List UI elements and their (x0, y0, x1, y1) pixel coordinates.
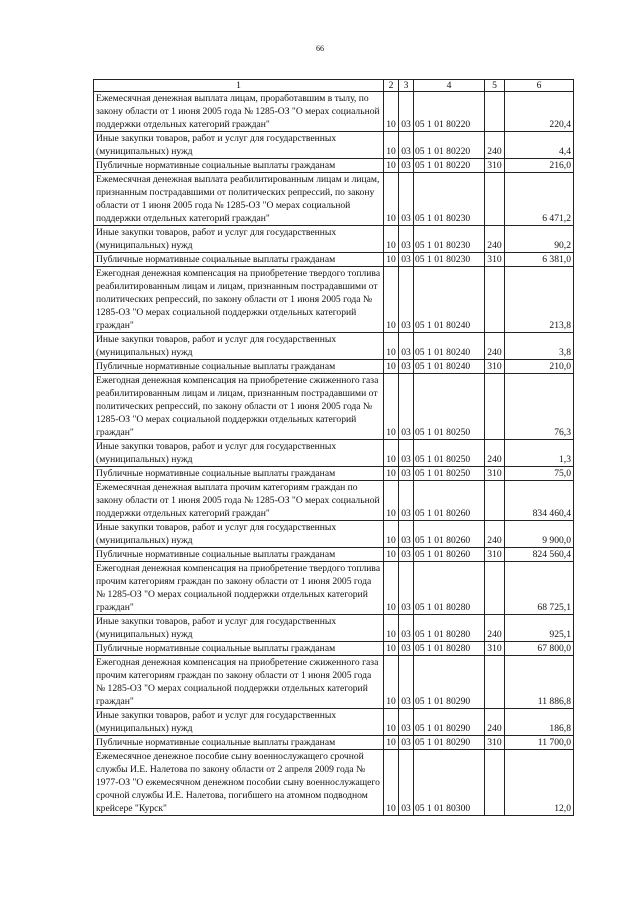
section-code: 10 (384, 736, 399, 750)
subsection-code: 03 (399, 481, 414, 521)
subsection-code: 03 (399, 374, 414, 440)
subsection-code: 03 (399, 333, 414, 360)
section-code: 10 (384, 750, 399, 816)
table-row (94, 467, 574, 481)
amount: 4,4 (505, 132, 574, 159)
row-description: Публичные нормативные социальные выплаты гражданам (94, 360, 384, 374)
amount: 6 471,2 (505, 173, 574, 226)
section-code: 10 (384, 360, 399, 374)
expense-type-code (485, 481, 505, 521)
expense-type-code: 240 (485, 709, 505, 736)
target-article-code: 05 1 01 80260 (414, 521, 485, 548)
section-code: 10 (384, 467, 399, 481)
row-description: Публичные нормативные социальные выплаты гражданам (94, 548, 384, 562)
section-code: 10 (384, 481, 399, 521)
section-code: 10 (384, 440, 399, 467)
row-description: Публичные нормативные социальные выплаты гражданам (94, 159, 384, 173)
table-row (94, 481, 574, 521)
row-description: Иные закупки товаров, работ и услуг для государственных (муниципальных) нужд (94, 440, 384, 467)
expense-type-code: 310 (485, 467, 505, 481)
subsection-code: 03 (399, 736, 414, 750)
table-row (94, 253, 574, 267)
subsection-code: 03 (399, 440, 414, 467)
table-row (94, 656, 574, 709)
expense-type-code: 240 (485, 132, 505, 159)
column-header: 6 (505, 80, 574, 92)
table-row (94, 548, 574, 562)
expense-type-code: 310 (485, 548, 505, 562)
table-row (94, 736, 574, 750)
section-code: 10 (384, 656, 399, 709)
table-row (94, 267, 574, 333)
table-header-row (94, 80, 574, 92)
subsection-code: 03 (399, 360, 414, 374)
target-article-code: 05 1 01 80230 (414, 173, 485, 226)
section-code: 10 (384, 159, 399, 173)
subsection-code: 03 (399, 467, 414, 481)
table-row (94, 562, 574, 615)
row-description: Иные закупки товаров, работ и услуг для государственных (муниципальных) нужд (94, 709, 384, 736)
table-row (94, 750, 574, 816)
table-row (94, 333, 574, 360)
amount: 824 560,4 (505, 548, 574, 562)
subsection-code: 03 (399, 132, 414, 159)
amount: 11 886,8 (505, 656, 574, 709)
expense-type-code (485, 267, 505, 333)
target-article-code: 05 1 01 80230 (414, 253, 485, 267)
section-code: 10 (384, 226, 399, 253)
amount: 67 800,0 (505, 642, 574, 656)
row-description: Ежемесячная денежная выплата реабилитированным лицам и лицам, признанным пострадавшими от политических репрессий, по закону области от 1 июня 2005 года № 1285-ОЗ "О мерах социальной поддержки отдельных категорий граждан" (94, 173, 384, 226)
amount: 186,8 (505, 709, 574, 736)
target-article-code: 05 1 01 80300 (414, 750, 485, 816)
target-article-code: 05 1 01 80250 (414, 374, 485, 440)
subsection-code: 03 (399, 750, 414, 816)
amount: 11 700,0 (505, 736, 574, 750)
budget-table (93, 79, 574, 816)
section-code: 10 (384, 92, 399, 132)
section-code: 10 (384, 548, 399, 562)
target-article-code: 05 1 01 80250 (414, 467, 485, 481)
row-description: Публичные нормативные социальные выплаты гражданам (94, 642, 384, 656)
expense-type-code: 240 (485, 521, 505, 548)
column-header: 2 (384, 80, 399, 92)
expense-type-code: 310 (485, 159, 505, 173)
row-description: Ежемесячная денежная выплата прочим категориям граждан по закону области от 1 июня 2005 года № 1285-ОЗ "О мерах социальной поддержки отдельных категорий граждан" (94, 481, 384, 521)
target-article-code: 05 1 01 80240 (414, 267, 485, 333)
row-description: Иные закупки товаров, работ и услуг для государственных (муниципальных) нужд (94, 333, 384, 360)
row-description: Ежемесячная денежная выплата лицам, проработавшим в тылу, по закону области от 1 июня 2005 года № 1285-ОЗ "О мерах социальной поддержки отдельных категорий граждан" (94, 92, 384, 132)
section-code: 10 (384, 267, 399, 333)
target-article-code: 05 1 01 80280 (414, 615, 485, 642)
section-code: 10 (384, 132, 399, 159)
expense-type-code (485, 92, 505, 132)
subsection-code: 03 (399, 548, 414, 562)
expense-type-code (485, 750, 505, 816)
row-description: Иные закупки товаров, работ и услуг для государственных (муниципальных) нужд (94, 226, 384, 253)
subsection-code: 03 (399, 267, 414, 333)
column-header: 1 (94, 80, 384, 92)
subsection-code: 03 (399, 615, 414, 642)
expense-type-code: 310 (485, 642, 505, 656)
target-article-code: 05 1 01 80290 (414, 656, 485, 709)
target-article-code: 05 1 01 80250 (414, 440, 485, 467)
amount: 1,3 (505, 440, 574, 467)
table-row (94, 360, 574, 374)
row-description: Ежегодная денежная компенсация на приобретение сжиженного газа прочим категориям граждан по закону области от 1 июня 2005 года № 1285-ОЗ "О мерах социальной поддержки отдельных категорий граждан" (94, 656, 384, 709)
expense-type-code: 240 (485, 333, 505, 360)
row-description: Иные закупки товаров, работ и услуг для государственных (муниципальных) нужд (94, 615, 384, 642)
table-row (94, 226, 574, 253)
expense-type-code: 310 (485, 360, 505, 374)
column-header: 3 (399, 80, 414, 92)
table-row (94, 159, 574, 173)
section-code: 10 (384, 642, 399, 656)
section-code: 10 (384, 709, 399, 736)
table-row (94, 132, 574, 159)
table-row (94, 173, 574, 226)
row-description: Ежегодная денежная компенсация на приобретение твердого топлива прочим категориям граждан по закону области от 1 июня 2005 года № 1285-ОЗ "О мерах социальной поддержки отдельных категорий граждан" (94, 562, 384, 615)
amount: 216,0 (505, 159, 574, 173)
table-row (94, 642, 574, 656)
column-header: 4 (414, 80, 485, 92)
subsection-code: 03 (399, 253, 414, 267)
subsection-code: 03 (399, 642, 414, 656)
target-article-code: 05 1 01 80220 (414, 132, 485, 159)
amount: 90,2 (505, 226, 574, 253)
amount: 12,0 (505, 750, 574, 816)
target-article-code: 05 1 01 80220 (414, 92, 485, 132)
subsection-code: 03 (399, 226, 414, 253)
amount: 925,1 (505, 615, 574, 642)
row-description: Ежегодная денежная компенсация на приобретение твердого топлива реабилитированным лицам и лицам, признанным пострадавшими от политических репрессий, по закону области от 1 июня 2005 года № 1285-ОЗ "О мерах социальной поддержки отдельных категорий граждан" (94, 267, 384, 333)
section-code: 10 (384, 333, 399, 360)
amount: 210,0 (505, 360, 574, 374)
target-article-code: 05 1 01 80260 (414, 481, 485, 521)
target-article-code: 05 1 01 80220 (414, 159, 485, 173)
target-article-code: 05 1 01 80280 (414, 642, 485, 656)
section-code: 10 (384, 521, 399, 548)
amount: 6 381,0 (505, 253, 574, 267)
target-article-code: 05 1 01 80290 (414, 709, 485, 736)
column-header: 5 (485, 80, 505, 92)
row-description: Иные закупки товаров, работ и услуг для государственных (муниципальных) нужд (94, 132, 384, 159)
target-article-code: 05 1 01 80240 (414, 360, 485, 374)
target-article-code: 05 1 01 80290 (414, 736, 485, 750)
table-row (94, 709, 574, 736)
row-description: Ежемесячное денежное пособие сыну военнослужащего срочной службы И.Е. Налетова по закону области от 2 апреля 2009 года № 1977-ОЗ "О ежемесячном денежном пособии сыну военнослужащего срочной службы И.Е. Налетова, погибшего на атомном подводном крейсере "Курск" (94, 750, 384, 816)
subsection-code: 03 (399, 92, 414, 132)
section-code: 10 (384, 615, 399, 642)
page-number: 66 (316, 44, 324, 53)
row-description: Публичные нормативные социальные выплаты гражданам (94, 253, 384, 267)
table-row (94, 521, 574, 548)
subsection-code: 03 (399, 656, 414, 709)
expense-type-code (485, 562, 505, 615)
subsection-code: 03 (399, 173, 414, 226)
amount: 220,4 (505, 92, 574, 132)
expense-type-code (485, 656, 505, 709)
table-row (94, 440, 574, 467)
section-code: 10 (384, 562, 399, 615)
amount: 834 460,4 (505, 481, 574, 521)
row-description: Публичные нормативные социальные выплаты гражданам (94, 467, 384, 481)
expense-type-code: 310 (485, 253, 505, 267)
subsection-code: 03 (399, 709, 414, 736)
target-article-code: 05 1 01 80280 (414, 562, 485, 615)
subsection-code: 03 (399, 562, 414, 615)
expense-type-code: 240 (485, 440, 505, 467)
row-description: Иные закупки товаров, работ и услуг для государственных (муниципальных) нужд (94, 521, 384, 548)
section-code: 10 (384, 253, 399, 267)
amount: 213,8 (505, 267, 574, 333)
subsection-code: 03 (399, 521, 414, 548)
table-row (94, 615, 574, 642)
section-code: 10 (384, 173, 399, 226)
amount: 3,8 (505, 333, 574, 360)
amount: 68 725,1 (505, 562, 574, 615)
section-code: 10 (384, 374, 399, 440)
target-article-code: 05 1 01 80260 (414, 548, 485, 562)
expense-type-code (485, 173, 505, 226)
amount: 75,0 (505, 467, 574, 481)
expense-type-code: 310 (485, 736, 505, 750)
table-row (94, 374, 574, 440)
target-article-code: 05 1 01 80240 (414, 333, 485, 360)
row-description: Публичные нормативные социальные выплаты гражданам (94, 736, 384, 750)
expense-type-code: 240 (485, 615, 505, 642)
row-description: Ежегодная денежная компенсация на приобретение сжиженного газа реабилитированным лицам и лицам, признанным пострадавшими от политических репрессий, по закону области от 1 июня 2005 года № 1285-ОЗ "О мерах социальной поддержки отдельных категорий граждан" (94, 374, 384, 440)
amount: 9 900,0 (505, 521, 574, 548)
expense-type-code: 240 (485, 226, 505, 253)
subsection-code: 03 (399, 159, 414, 173)
target-article-code: 05 1 01 80230 (414, 226, 485, 253)
amount: 76,3 (505, 374, 574, 440)
expense-type-code (485, 374, 505, 440)
table-row (94, 92, 574, 132)
